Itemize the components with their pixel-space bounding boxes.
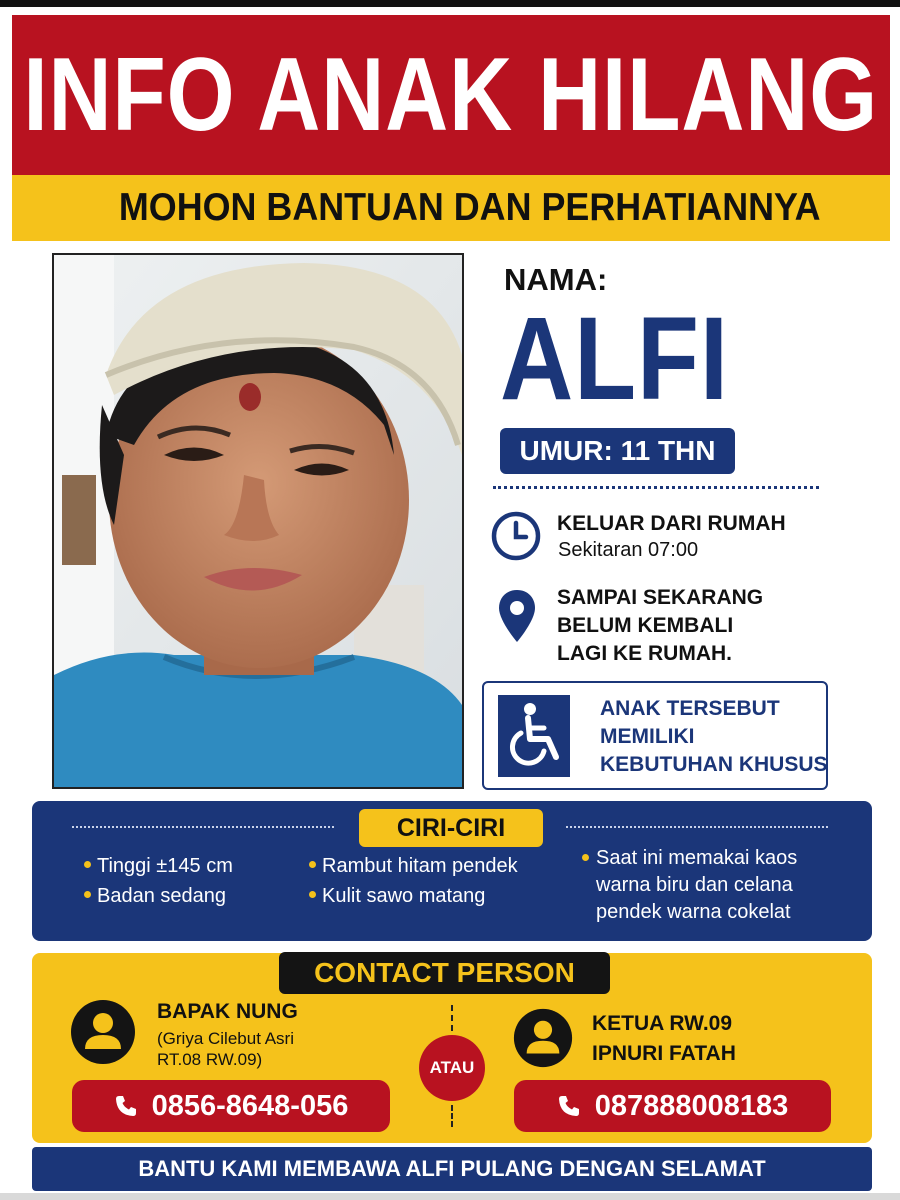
poster-subtitle: MOHON BANTUAN DAN PERHATIANNYA xyxy=(118,186,821,229)
trait-body: Badan sedang xyxy=(97,885,227,907)
age-badge: UMUR: 11 THN xyxy=(500,428,735,474)
wheelchair-badge xyxy=(498,695,570,777)
contact-1-address-line-1: (Griya Cilebut Asri xyxy=(157,1029,294,1048)
person-icon xyxy=(70,999,136,1065)
trait-height: Tinggi ±145 cm xyxy=(97,855,233,877)
characteristics-heading: CIRI-CIRI xyxy=(359,809,543,847)
bullet-dot xyxy=(84,891,91,898)
dotted-line-left xyxy=(72,826,334,828)
location-pin-icon xyxy=(497,588,537,644)
contact-2-name-line-1: KETUA RW.09 xyxy=(592,1012,733,1035)
special-needs-box xyxy=(482,681,828,790)
special-needs-line-2: MEMILIKI xyxy=(600,725,695,748)
trait-hair: Rambut hitam pendek xyxy=(322,855,518,877)
phone-icon xyxy=(557,1094,581,1118)
status-line-1: SAMPAI SEKARANG xyxy=(557,586,764,609)
trait-clothes-line-2: warna biru dan celana xyxy=(596,874,793,896)
contact-1-name: BAPAK NUNG xyxy=(157,1000,298,1023)
dashed-divider-bottom xyxy=(451,1105,453,1127)
footer-banner: BANTU KAMI MEMBAWA ALFI PULANG DENGAN SELAMAT xyxy=(32,1147,872,1191)
status-line-3: LAGI KE RUMAH. xyxy=(557,642,732,665)
bullet-dot xyxy=(309,861,316,868)
child-photo xyxy=(52,253,464,789)
name-label: NAMA: xyxy=(504,262,608,297)
contact-heading: CONTACT PERSON xyxy=(279,952,610,994)
person-icon xyxy=(513,1008,573,1068)
bottom-edge-strip xyxy=(0,1193,900,1200)
subtitle-banner xyxy=(12,175,890,241)
dashed-divider-top xyxy=(451,1005,453,1031)
bullet-dot xyxy=(309,891,316,898)
phone-icon xyxy=(114,1094,138,1118)
characteristics-panel xyxy=(32,801,872,941)
status-line-2: BELUM KEMBALI xyxy=(557,614,734,637)
contact-2-phone: 087888008183 xyxy=(594,1089,789,1122)
trait-clothes-line-3: pendek warna cokelat xyxy=(596,901,791,923)
contact-1-phone: 0856-8648-056 xyxy=(151,1089,349,1122)
contact-2-phone-button[interactable] xyxy=(514,1080,831,1132)
trait-skin: Kulit sawo matang xyxy=(322,885,486,907)
child-name: ALFI xyxy=(500,293,729,425)
dotted-divider xyxy=(493,486,819,489)
contact-1-address-line-2: RT.08 RW.09) xyxy=(157,1050,263,1069)
trait-clothes-line-1: Saat ini memakai kaos xyxy=(596,847,798,869)
contact-panel xyxy=(32,953,872,1143)
special-needs-line-1: ANAK TERSEBUT xyxy=(600,697,780,720)
bullet-dot xyxy=(582,854,589,861)
child-photo-image xyxy=(54,255,462,787)
clock-icon xyxy=(490,510,542,562)
left-home-time: Sekitaran 07:00 xyxy=(558,539,699,561)
dotted-line-right xyxy=(566,826,828,828)
special-needs-line-3: KEBUTUHAN KHUSUS xyxy=(600,753,828,776)
wheelchair-icon xyxy=(504,701,564,771)
top-edge-strip xyxy=(0,0,900,7)
or-separator: ATAU xyxy=(419,1035,485,1101)
left-home-title: KELUAR DARI RUMAH xyxy=(557,512,786,535)
contact-2-name-line-2: IPNURI FATAH xyxy=(592,1042,736,1065)
bullet-dot xyxy=(84,861,91,868)
poster-title: INFO ANAK HILANG xyxy=(23,37,879,153)
contact-1-phone-button[interactable] xyxy=(72,1080,390,1132)
title-banner xyxy=(12,15,890,175)
